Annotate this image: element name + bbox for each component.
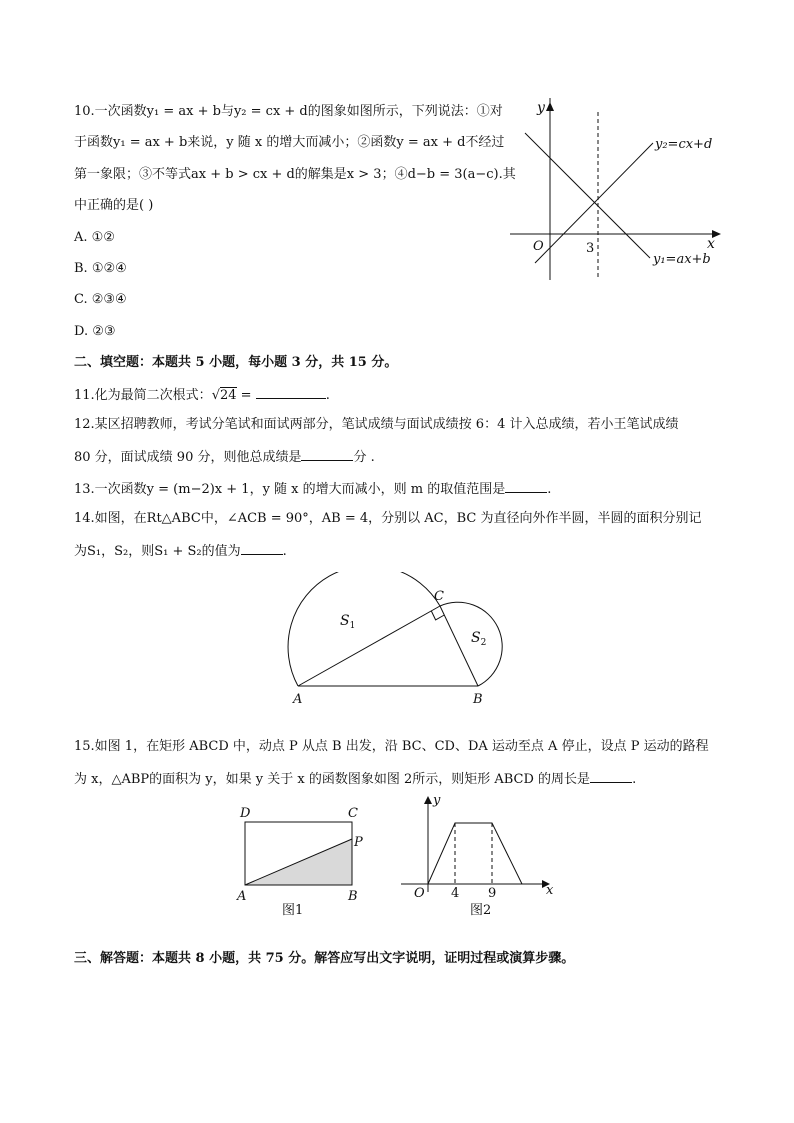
q11-radicand: 24 [219, 388, 237, 403]
q15-answer-blank[interactable] [590, 769, 632, 783]
right-angle-mark [431, 611, 444, 620]
figure-2-caption: 图2 [470, 903, 492, 918]
q13-prefix: 13.一次函数y = (m−2)x + 1，y 随 x 的增大而减小，则 m 的取值范围是 [74, 482, 506, 497]
x-label: x [707, 236, 715, 252]
q14-answer-blank[interactable] [241, 541, 283, 555]
q10-line-3: 第一象限；③不等式ax + b > cx + d的解集是x > 3；④d−b = 3(a−c).其 [74, 167, 516, 182]
segment-bc [440, 606, 478, 686]
section-3-heading: 三、解答题：本题共 8 小题，共 75 分。解答应写出文字说明，证明过程或演算步骤。 [74, 951, 575, 966]
q15-figure-1 [230, 800, 370, 920]
y-label: y [537, 100, 545, 116]
point-d-label: D [240, 806, 251, 821]
q14-end: . [282, 544, 287, 559]
y-axis-arrow [546, 102, 554, 111]
q14-line-2-prefix: 为S₁，S₂，则S₁ + S₂的值为 [74, 544, 241, 559]
q12-line-2-suffix: 分 . [353, 450, 375, 465]
q10-option-b: B. ①②④ [74, 261, 127, 276]
q14-figure [280, 572, 520, 712]
q10-line-1: 10.一次函数y₁ = ax + b与y₂ = cx + d的图象如图所示，下列说法：①对 [74, 104, 503, 119]
fig2-y-axis-arrow [424, 796, 432, 804]
q11-eq: = [236, 388, 256, 403]
q13-end: . [547, 482, 552, 497]
point-b-label: B [473, 692, 483, 707]
q11-end: . [325, 388, 330, 403]
s1-label: $S_1$ [340, 613, 356, 631]
q11 [74, 385, 330, 405]
s2-label: $S_2$ [471, 630, 487, 648]
q10-line-2: 于函数y₁ = ax + b来说，y 随 x 的增大而减小；②函数y = ax + d不经过 [74, 135, 505, 150]
q15-line-1: 15.如图 1，在矩形 ABCD 中，动点 P 从点 B 出发，沿 BC、CD、DA 运动至点 A 停止，设点 P 运动的路程 [74, 739, 709, 754]
q11-answer-blank[interactable] [256, 385, 326, 399]
q15-line-2-prefix: 为 x，△ABP的面积为 y，如果 y 关于 x 的函数图象如图 2所示，则矩形 ABCD 的周长是 [74, 772, 591, 787]
point-b-label: B [348, 889, 358, 904]
line2-label: y₂=cx+d [655, 137, 713, 152]
q10-line-4: 中正确的是( ) [74, 198, 154, 213]
q13 [74, 479, 551, 499]
line-y1 [525, 133, 650, 258]
fig2-x-label: x [546, 883, 554, 898]
q10-function-graph [505, 98, 735, 283]
q10-option-c: C. ②③④ [74, 292, 127, 307]
section-2-heading: 二、填空题：本题共 5 小题，每小题 3 分，共 15 分。 [74, 355, 398, 370]
q12-line-1: 12.某区招聘教师，考试分笔试和面试两部分，笔试成绩与面试成绩按 6：4 计入总成绩，若小王笔试成绩 [74, 417, 679, 432]
point-a-label: A [293, 692, 303, 707]
sqrt-symbol: √ [211, 388, 220, 403]
q10-option-d: D. ②③ [74, 324, 116, 339]
q12-line-2-prefix: 80 分，面试成绩 90 分，则他总成绩是 [74, 450, 302, 465]
fig2-y-label: y [433, 793, 441, 808]
q12-line-2 [74, 447, 375, 467]
fig2-tick-4: 4 [451, 886, 460, 901]
fig2-origin-label: O [414, 886, 425, 901]
figure-1-caption: 图1 [282, 903, 304, 918]
q13-answer-blank[interactable] [505, 479, 547, 493]
tick-3: 3 [586, 241, 595, 256]
semicircle-s1 [288, 572, 440, 686]
point-a-label: A [237, 889, 247, 904]
q14-line-1: 14.如图，在Rt△ABC中，∠ACB = 90°，AB = 4，分别以 AC，BC 为直径向外作半圆，半圆的面积分别记 [74, 511, 702, 526]
origin-label: O [533, 239, 544, 254]
q10-option-a: A. ①② [74, 230, 115, 245]
segment-ac [298, 606, 440, 686]
q15-line-2 [74, 769, 636, 789]
q15-end: . [632, 772, 637, 787]
line1-label: y₁=ax+b [653, 252, 711, 267]
q14-line-2 [74, 541, 287, 561]
fig2-tick-9: 9 [488, 886, 497, 901]
q15-figure-2 [396, 790, 561, 920]
fig2-trapezoid-graph [428, 823, 522, 884]
point-p-label: P [354, 835, 363, 850]
point-c-label: C [434, 589, 444, 604]
q11-prefix: 11.化为最简二次根式： [74, 388, 212, 403]
q12-answer-blank[interactable] [301, 447, 353, 461]
point-c-label: C [348, 806, 358, 821]
